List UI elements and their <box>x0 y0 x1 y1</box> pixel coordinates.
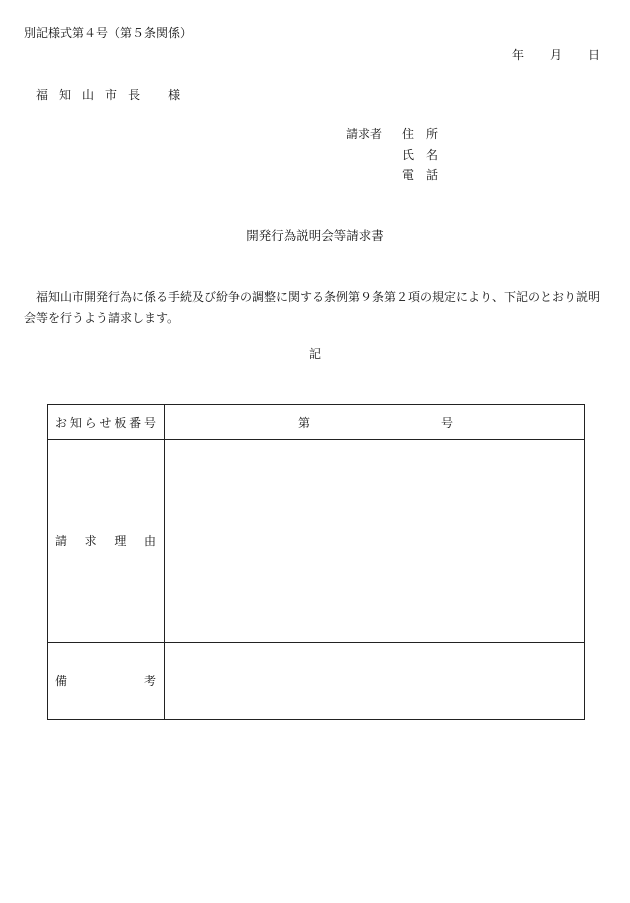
addressee <box>36 88 180 102</box>
date-day: 日 <box>588 48 601 62</box>
date-month: 月 <box>550 48 563 62</box>
date-year: 年 <box>512 48 525 62</box>
table-row <box>48 405 585 440</box>
requester-address-label: 住 所 <box>402 127 439 141</box>
table-row <box>48 642 585 719</box>
notice-board-number-value <box>165 414 584 431</box>
number-prefix: 第 <box>298 415 311 430</box>
date-line <box>512 48 600 62</box>
document-title: 開発行為説明会等請求書 <box>246 228 384 243</box>
remarks-label: 備 考 <box>55 674 156 689</box>
notice-board-number-label-cell <box>48 405 165 440</box>
remarks-field[interactable] <box>165 642 585 719</box>
form-number: 別記様式第４号（第５条関係） <box>24 26 193 40</box>
requester-phone-label: 電 話 <box>402 168 439 182</box>
request-reason-label: 請 求 理 由 <box>55 534 156 549</box>
addressee-char: 福 <box>36 88 49 102</box>
request-reason-label-cell <box>48 440 165 643</box>
requester-name-label: 氏 名 <box>402 148 439 162</box>
addressee-char: 山 <box>82 88 95 102</box>
addressee-char: 長 <box>128 88 141 102</box>
remarks-label-cell <box>48 642 165 719</box>
number-suffix: 号 <box>440 415 453 430</box>
ki-heading: 記 <box>308 347 321 361</box>
addressee-honorific: 様 <box>168 88 181 102</box>
notice-board-number-label: お 知 ら せ 板 番 号 <box>55 415 156 430</box>
notice-board-number-field[interactable] <box>165 405 585 440</box>
request-reason-field[interactable] <box>165 440 585 643</box>
table-row <box>48 440 585 643</box>
addressee-char: 知 <box>59 88 72 102</box>
requester-label: 請求者 <box>346 127 383 141</box>
addressee-char: 市 <box>105 88 118 102</box>
request-form-table <box>47 404 585 720</box>
body-text: 福知山市開発行為に係る手続及び紛争の調整に関する条例第９条第２項の規定により、下記のとおり説明会等を行うよう請求します。 <box>24 290 601 325</box>
